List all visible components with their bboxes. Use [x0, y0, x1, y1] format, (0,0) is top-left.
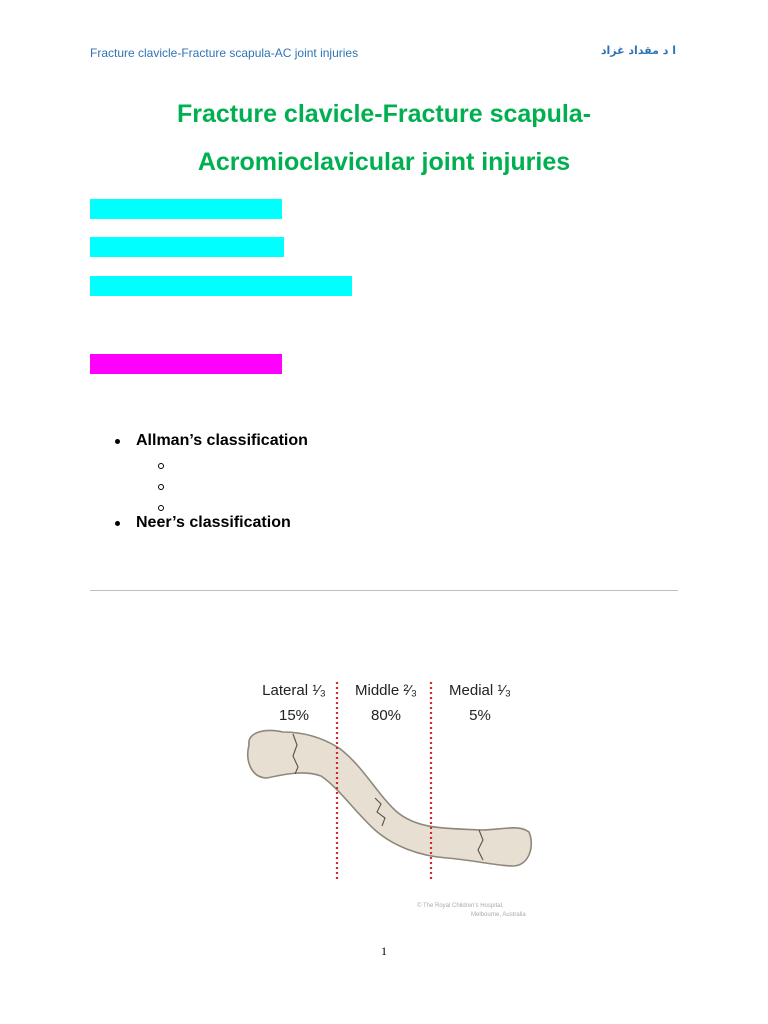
sub-list-item [158, 478, 308, 499]
highlighted-line-1 [90, 199, 282, 219]
lateral-third-label: Lateral ¹⁄₃ [262, 682, 326, 699]
image-credit-line-2: Melbourne, Australia [471, 912, 526, 918]
highlighted-line-3 [90, 276, 352, 296]
sub-list-container [112, 452, 308, 520]
sub-list-item [158, 457, 308, 478]
highlighted-line-4 [90, 354, 282, 374]
horizontal-rule [90, 590, 678, 591]
list-item [112, 512, 308, 534]
running-header-author: ا د مقداد غزاد [600, 44, 676, 57]
lateral-third-percent: 15% [278, 707, 310, 724]
classification-list [112, 430, 308, 534]
middle-third-percent: 80% [370, 707, 402, 724]
middle-third-label: Middle ²⁄₃ [355, 682, 417, 699]
list-item-allman: Allman’s classification [136, 432, 308, 449]
image-credit-line-1: © The Royal Children’s Hospital, [417, 903, 504, 909]
list-item-neer: Neer’s classification [136, 514, 291, 531]
title-line-1: Fracture clavicle-Fracture scapula- [176, 100, 592, 128]
document-title [0, 90, 768, 186]
clavicle-figure [235, 670, 555, 930]
page-number: 1 [381, 944, 387, 958]
medial-third-label: Medial ¹⁄₃ [449, 682, 511, 699]
clavicle-bone [248, 731, 531, 866]
sub-list [112, 457, 308, 520]
medial-third-percent: 5% [469, 707, 491, 724]
highlighted-line-2 [90, 237, 284, 257]
clavicle-illustration [235, 670, 555, 930]
title-line-2: Acromioclavicular joint injuries [197, 148, 571, 176]
list-item [112, 430, 308, 452]
running-header-title: Fracture clavicle-Fracture scapula-AC joint injuries [90, 46, 359, 60]
